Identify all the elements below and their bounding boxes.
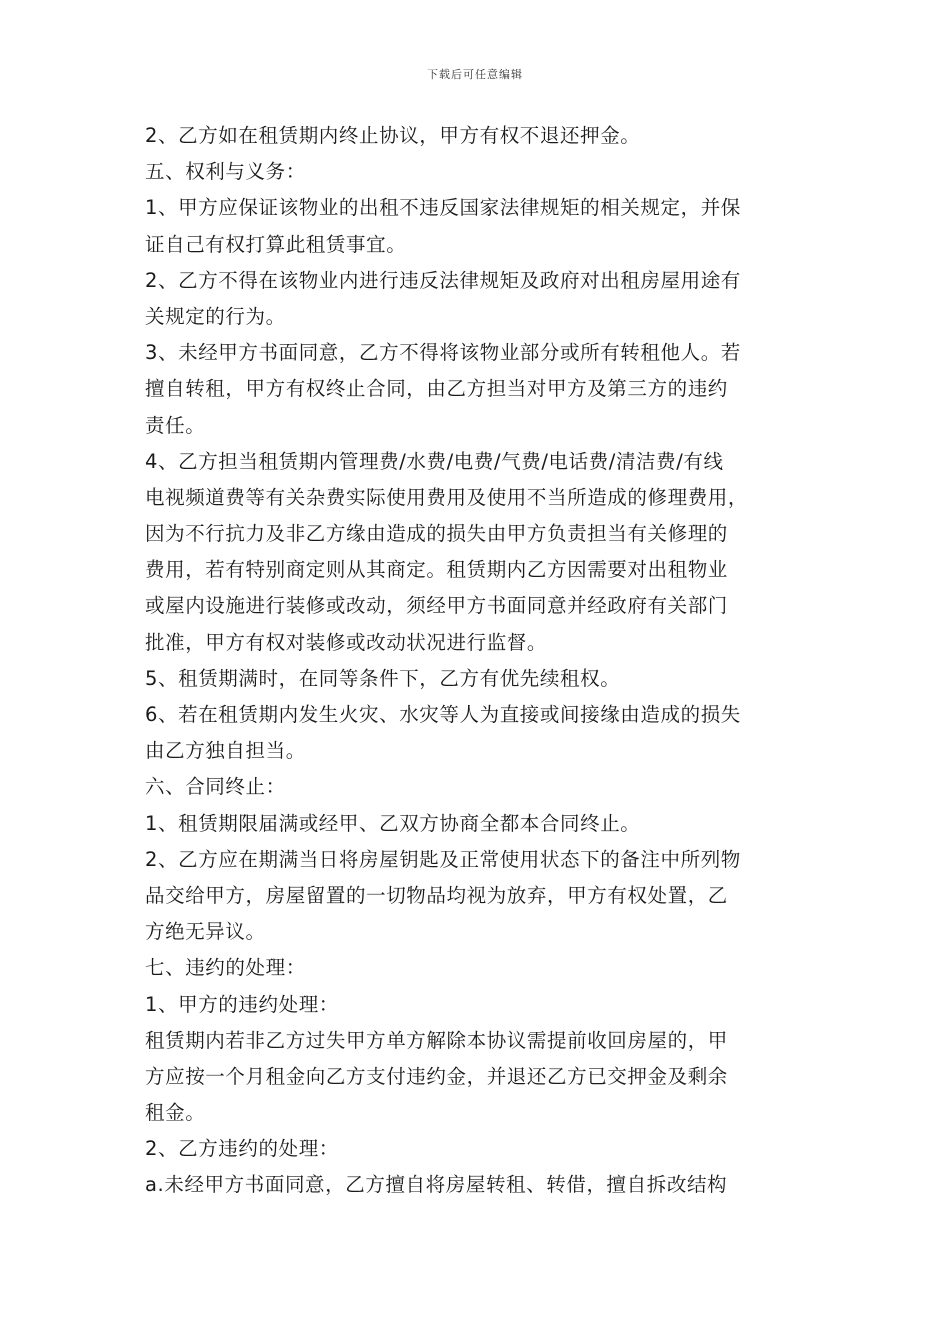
text-line: 2、乙方违约的处理： <box>145 1137 339 1161</box>
section-heading: 六、合同终止： <box>145 775 286 799</box>
section-heading: 五、权利与义务： <box>145 160 306 184</box>
text-line: 擅自转租，甲方有权终止合同，由乙方担当对甲方及第三方的违约 <box>145 377 728 401</box>
text-line: 品交给甲方，房屋留置的一切物品均视为放弃，甲方有权处置，乙 <box>145 883 728 907</box>
text-line: 2、乙方如在租赁期内终止协议，甲方有权不退还押金。 <box>145 124 641 147</box>
text-line: 关规定的行为。 <box>145 304 286 328</box>
text-line: 2、乙方应在期满当日将房屋钥匙及正常使用状态下的备注中所列物 <box>145 847 741 871</box>
text-line: 1、甲方的违约处理： <box>145 992 339 1016</box>
contract-body <box>145 118 813 1204</box>
text-line: 2、乙方不得在该物业内进行违反法律规矩及政府对出租房屋用途有 <box>145 268 741 292</box>
header-note: 下载后可任意编辑 <box>427 68 523 81</box>
text-line: 责任。 <box>145 413 206 437</box>
text-line: 3、未经甲方书面同意，乙方不得将该物业部分或所有转租他人。若 <box>145 341 741 365</box>
text-line: 方应按一个月租金向乙方支付违约金，并退还乙方已交押金及剩余 <box>145 1064 728 1088</box>
text-line: 租赁期内若非乙方过失甲方单方解除本协议需提前收回房屋的，甲 <box>145 1028 728 1052</box>
text-line: 6、若在租赁期内发生火灾、水灾等人为直接或间接缘由造成的损失 <box>145 703 741 726</box>
text-line: 因为不行抗力及非乙方缘由造成的损失由甲方负责担当有关修理的 <box>145 522 728 546</box>
text-line: 电视频道费等有关杂费实际使用费用及使用不当所造成的修理费用， <box>145 485 749 509</box>
section-heading: 七、违约的处理： <box>145 956 306 980</box>
text-line: 租金。 <box>145 1101 206 1125</box>
text-line: 证自己有权打算此租赁事宜。 <box>145 232 407 256</box>
text-line: 1、租赁期限届满或经甲、乙双方协商全都本合同终止。 <box>145 811 641 835</box>
text-line: 5、租赁期满时，在同等条件下，乙方有优先续租权。 <box>145 666 621 690</box>
text-line: 或屋内设施进行装修或改动，须经甲方书面同意并经政府有关部门 <box>145 594 728 618</box>
text-line: 费用，若有特别商定则从其商定。租赁期内乙方因需要对出租物业 <box>145 558 728 582</box>
text-line: 批准，甲方有权对装修或改动状况进行监督。 <box>145 630 548 654</box>
text-line: 1、甲方应保证该物业的出租不违反国家法律规矩的相关规定，并保 <box>145 196 741 220</box>
text-line: a.未经甲方书面同意，乙方擅自将房屋转租、转借，擅自拆改结构 <box>145 1173 728 1197</box>
text-line: 由乙方独自担当。 <box>145 739 306 763</box>
text-line: 4、乙方担当租赁期内管理费/水费/电费/气费/电话费/清洁费/有线 <box>145 449 724 473</box>
text-line: 方绝无异议。 <box>145 920 266 944</box>
